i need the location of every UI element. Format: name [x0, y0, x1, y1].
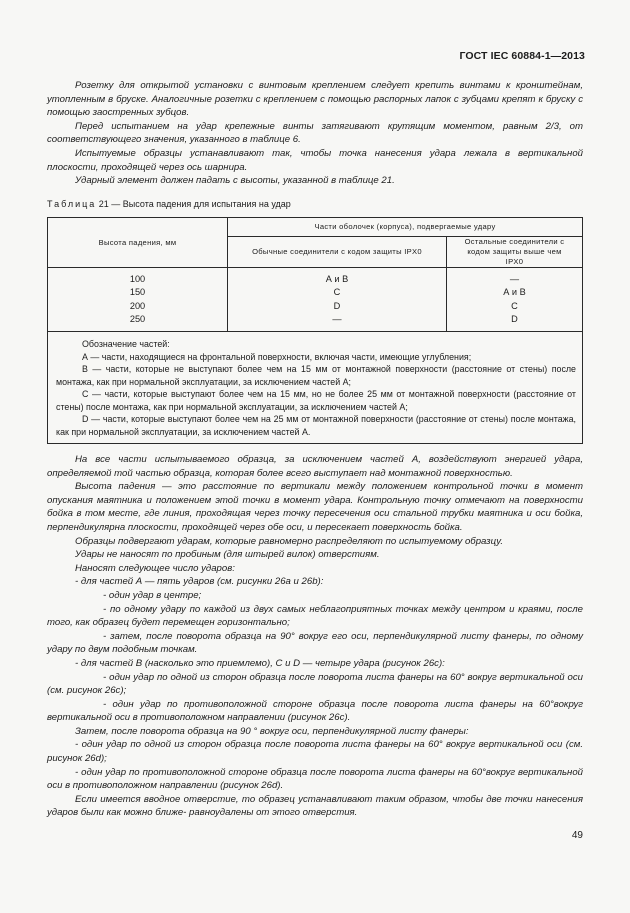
- column-header-height: Высота падения, мм: [48, 218, 228, 268]
- height-values-cell: [48, 268, 228, 332]
- column-header-ordinary: Обычные соединители с кодом защиты IPX0: [228, 237, 447, 268]
- note-c: С — части, которые выступают более чем на 15 мм, но не более 25 мм от монтажной поверхности (расстояние от стены) после монтажа, как при нормальной эксплуатации, за исключением частей А;: [56, 389, 576, 412]
- column-header-other: Остальные соединители с кодом защиты выше чем IPX0: [447, 237, 583, 268]
- height-value: 250: [129, 313, 146, 324]
- other-value: С: [511, 300, 518, 311]
- ordinary-values-cell: [228, 268, 447, 332]
- intro-paragraph: Перед испытанием на удар крепежные винты затягивают крутящим моментом, равным 2/3, от соответствующего значения, указанного в таблице 6.: [47, 120, 583, 146]
- intro-paragraph: Розетку для открытой установки с винтовым креплением следует крепить винтами к кронштейнам, утопленным в бруске. Аналогичные розетки с креплением с помощью распорных лапок с зубцами крепят к бруску с помощью заостренных зубцов.: [47, 80, 583, 119]
- ordinary-value: С: [333, 287, 341, 298]
- height-value: 150: [129, 287, 146, 298]
- body-paragraph: На все части испытываемого образца, за исключением частей А, воздействуют энергией удара, определяемой той частью образца, которая более всего выступает над монтажной поверхностью.: [47, 454, 583, 479]
- list-subitem: - один удар в центре;: [103, 589, 202, 601]
- table-caption-text: 21 — Высота падения для испытания на удар: [96, 199, 291, 209]
- drop-height-table: [47, 217, 583, 444]
- notes-title: Обозначение частей:: [82, 339, 170, 349]
- intro-text: [47, 79, 583, 188]
- body-paragraph: Высота падения — это расстояние по вертикали между положением контрольной точки в момент опускания маятника и положением этой точки в момент удара. Контрольную точку отмечают на поверхности бойка в том месте, где линия, проходящая через точку пересечения оси стальной трубки маятника и оси бойка, перпендикулярна плоскости, проходящей через обе оси, и пересекает поверхность бойка.: [47, 481, 583, 533]
- list-item: - для частей А — пять ударов (см. рисунки 26а и 26b):: [75, 576, 324, 588]
- ordinary-value: D: [333, 300, 341, 311]
- other-value: D: [511, 313, 518, 324]
- body-paragraph: Затем, после поворота образца на 90 ° вокруг оси, перпендикулярной листу фанеры:: [75, 725, 469, 737]
- other-values-cell: [447, 268, 583, 332]
- column-header-parts: Части оболочек (корпуса), подвергаемые удару: [228, 218, 583, 237]
- intro-paragraph: Ударный элемент должен падать с высоты, указанной в таблице 21.: [75, 175, 395, 187]
- body-paragraph: Образцы подвергают ударам, которые равномерно распределяют по испытуемому образцу.: [75, 535, 504, 547]
- other-value: —: [509, 273, 520, 284]
- height-value: 200: [129, 300, 146, 311]
- list-item: - для частей В (насколько это приемлемо), С и D — четыре удара (рисунок 26с):: [75, 657, 445, 669]
- body-paragraph: Наносят следующее число ударов:: [75, 562, 235, 574]
- table-notes: [48, 332, 583, 444]
- note-a: А — части, находящиеся на фронтальной поверхности, включая части, имеющие углубления;: [82, 351, 472, 362]
- list-subitem: - один удар по противоположной стороне образца после поворота листа фанеры на 60°вокруг вертикальной оси в противоположном направлении (рисунок 26с).: [47, 698, 583, 724]
- table-caption-label: Таблица: [47, 199, 97, 209]
- body-paragraph: Если имеется вводное отверстие, то образец устанавливают таким образом, чтобы две точки нанесения ударов были как можно ближе- равноудалены от этого отверстия.: [47, 793, 583, 819]
- note-b: В — части, которые не выступают более чем на 15 мм от монтажной поверхности (расстояние от стены) после монтажа, как при нормальной эксплуатации, за исключением частей А;: [56, 364, 576, 387]
- list-subitem: - затем, после поворота образца на 90° вокруг его оси, перпендикулярной листу фанеры, по одному удару по двум подобным точкам.: [47, 630, 583, 656]
- other-value: А и В: [503, 287, 526, 298]
- list-subitem: - по одному удару по каждой из двух самых неблагоприятных точках между центром и краями, после того, как образец будет перемещен горизонтально;: [47, 603, 583, 629]
- table-caption: [47, 199, 291, 209]
- list-item: - один удар по противоположной стороне образца после поворота листа фанеры на 60°вокруг вертикальной оси в противоположном направлении (рисунок 26d).: [47, 766, 583, 792]
- intro-paragraph: Испытуемые образцы устанавливают так, чтобы точка нанесения удара лежала в вертикальной плоскости, проходящей через ось шарнира.: [47, 147, 583, 173]
- height-value: 100: [129, 273, 146, 284]
- body-paragraph: Удары не наносят по пробиным (для штырей вилок) отверстиям.: [75, 549, 380, 561]
- note-d: D — части, которые выступают более чем на 25 мм от монтажной поверхности (расстояние от стены) после монтажа, как при нормальной эксплуатации, за исключением частей А.: [56, 414, 576, 437]
- ordinary-value: —: [332, 313, 342, 324]
- page-number: 49: [571, 830, 583, 841]
- document-code-header: ГОСТ IEC 60884-1—2013: [459, 50, 585, 62]
- list-item: - один удар по одной из сторон образца после поворота листа фанеры на 60° вокруг вертикальной оси (см. рисунок 26d);: [47, 739, 583, 765]
- body-text: [47, 453, 583, 820]
- ordinary-value: А и В: [325, 273, 349, 284]
- list-subitem: - один удар по одной из сторон образца после поворота листа фанеры на 60° вокруг вертикальной оси (см. рисунок 26с);: [47, 671, 583, 697]
